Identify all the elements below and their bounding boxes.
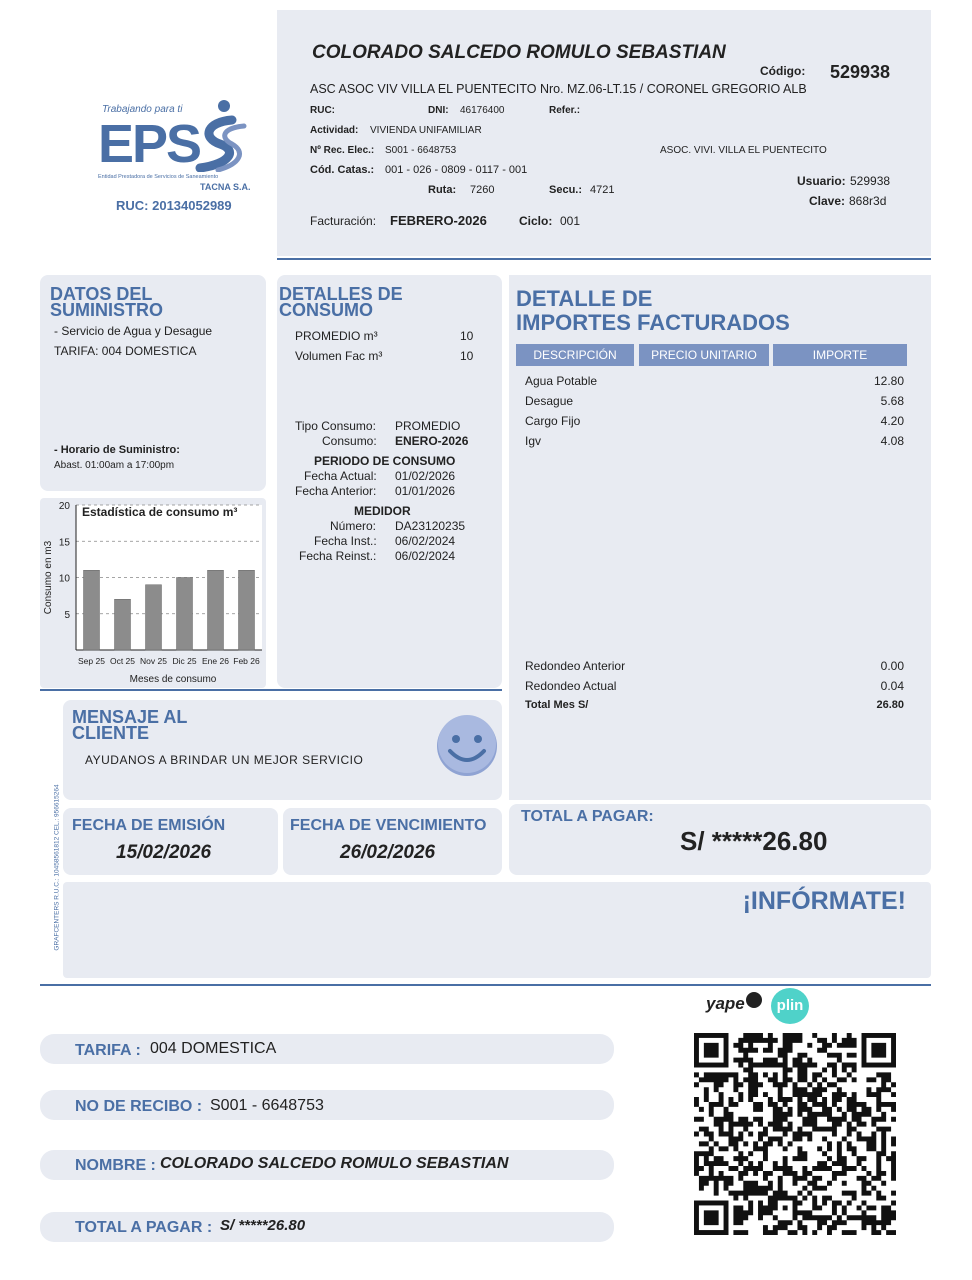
smiley-face-icon bbox=[436, 715, 498, 777]
importes-title-1: DETALLE DE bbox=[516, 286, 653, 311]
volumen-value: 10 bbox=[460, 349, 474, 363]
x-tick-label: Dic 25 bbox=[172, 656, 197, 666]
facturacion-label: Facturación: bbox=[310, 214, 377, 228]
customer-address: ASC ASOC VIV VILLA EL PUENTECITO Nro. MZ.06-LT.15 / CORONEL GREGORIO ALB bbox=[310, 82, 807, 96]
bar bbox=[84, 570, 100, 650]
ruta-label: Ruta: bbox=[428, 184, 457, 196]
bar bbox=[208, 570, 224, 650]
logo-entity: Entidad Prestadora de Servicios de Saneamiento bbox=[98, 174, 219, 180]
logo-city: TACNA S.A. bbox=[200, 182, 251, 192]
periodo-title: PERIODO DE CONSUMO bbox=[314, 454, 456, 468]
catas-value: 001 - 026 - 0809 - 0117 - 001 bbox=[385, 164, 528, 176]
fecha-actual-label: Fecha Actual: bbox=[304, 469, 377, 483]
total-mes-label: Total Mes S/ bbox=[525, 699, 589, 711]
y-tick-label: 20 bbox=[58, 501, 70, 512]
col-importe: IMPORTE bbox=[773, 344, 907, 366]
fecha-inst-value: 06/02/2024 bbox=[395, 534, 456, 548]
bottom-divider bbox=[40, 984, 931, 986]
secu-value: 4721 bbox=[590, 184, 615, 196]
emision-label: FECHA DE EMISIÓN bbox=[72, 817, 226, 834]
x-tick-label: Feb 26 bbox=[233, 656, 260, 666]
mid-divider bbox=[40, 689, 502, 691]
dni-label: DNI: bbox=[428, 105, 449, 116]
stub-nombre-value: COLORADO SALCEDO ROMULO SEBASTIAN bbox=[160, 1155, 509, 1172]
total-mes-value: 26.80 bbox=[876, 699, 904, 711]
x-tick-label: Oct 25 bbox=[109, 656, 136, 666]
y-tick-label: 10 bbox=[58, 573, 70, 585]
plin-logo bbox=[771, 988, 809, 1024]
stub-recibo-value: S001 - 6648753 bbox=[210, 1097, 324, 1114]
ciclo-label: Ciclo: bbox=[519, 214, 553, 228]
horario-value: Abast. 01:00am a 17:00pm bbox=[54, 460, 175, 471]
company-ruc: RUC: 20134052989 bbox=[116, 198, 232, 213]
logo-tagline: Trabajando para ti bbox=[102, 104, 183, 115]
horario-label: - Horario de Suministro: bbox=[54, 444, 180, 456]
y-tick-label: 15 bbox=[58, 537, 70, 549]
tarifa-text: TARIFA: 004 DOMESTICA bbox=[54, 344, 197, 358]
redondeo-actual-value: 0.04 bbox=[880, 679, 904, 693]
bar bbox=[115, 599, 131, 650]
fecha-reinst-label: Fecha Reinst.: bbox=[299, 549, 377, 563]
tipo-label: Tipo Consumo: bbox=[295, 419, 376, 433]
stub-recibo-label: NO DE RECIBO : bbox=[75, 1098, 203, 1115]
numero-label: Número: bbox=[330, 519, 377, 533]
bar bbox=[239, 570, 255, 650]
zona-value: ASOC. VIVI. VILLA EL PUENTECITO bbox=[660, 145, 827, 156]
informate-title: ¡INFÓRMATE! bbox=[742, 887, 906, 915]
stub-total-value: S/ *****26.80 bbox=[220, 1217, 306, 1234]
redondeo-anterior-label: Redondeo Anterior bbox=[525, 659, 626, 673]
usuario-label: Usuario: bbox=[797, 174, 846, 188]
y-tick-label: 5 bbox=[64, 609, 70, 621]
medidor-title: MEDIDOR bbox=[354, 504, 411, 518]
refer-label: Refer.: bbox=[549, 105, 581, 116]
qr-code bbox=[694, 1033, 896, 1235]
numero-value: DA23120235 bbox=[395, 519, 466, 533]
item-desc: Desague bbox=[525, 394, 574, 408]
promedio-value: 10 bbox=[460, 329, 474, 343]
col-descripcion: DESCRIPCIÓN bbox=[516, 344, 634, 366]
codigo-value: 529938 bbox=[830, 62, 891, 82]
fecha-reinst-value: 06/02/2024 bbox=[395, 549, 456, 563]
total-label: TOTAL A PAGAR: bbox=[521, 808, 654, 825]
redondeo-anterior-value: 0.00 bbox=[880, 659, 904, 673]
ciclo-value: 001 bbox=[560, 214, 581, 228]
rec-elec-label: Nº Rec. Elec.: bbox=[310, 145, 375, 156]
clave-value: 868r3d bbox=[849, 194, 887, 208]
item-amount: 4.08 bbox=[880, 434, 904, 448]
stub-tarifa-label: TARIFA : bbox=[75, 1042, 141, 1059]
stub-tarifa-value: 004 DOMESTICA bbox=[150, 1040, 277, 1057]
yape-logo bbox=[706, 992, 762, 1018]
rec-elec-value: S001 - 6648753 bbox=[385, 145, 457, 156]
ruc-label: RUC: bbox=[310, 105, 335, 116]
vencimiento-value: 26/02/2026 bbox=[340, 842, 436, 863]
secu-label: Secu.: bbox=[549, 184, 583, 196]
x-tick-label: Nov 25 bbox=[140, 656, 167, 666]
item-amount: 12.80 bbox=[873, 374, 904, 388]
x-tick-label: Ene 26 bbox=[202, 656, 229, 666]
qr-finder bbox=[862, 1033, 896, 1067]
fecha-inst-label: Fecha Inst.: bbox=[314, 534, 377, 548]
dni-value: 46176400 bbox=[460, 105, 505, 116]
consumo-title-1: DETALLES DE bbox=[279, 284, 403, 304]
usuario-value: 529938 bbox=[850, 174, 891, 188]
facturacion-value: FEBRERO-2026 bbox=[390, 213, 487, 228]
fecha-anterior-label: Fecha Anterior: bbox=[295, 484, 377, 498]
yape-badge-icon bbox=[746, 992, 762, 1008]
suministro-title-1: DATOS DEL bbox=[50, 284, 153, 304]
total-value: S/ *****26.80 bbox=[680, 826, 828, 856]
customer-name: COLORADO SALCEDO ROMULO SEBASTIAN bbox=[312, 42, 726, 63]
qr-finder bbox=[694, 1201, 728, 1235]
bar bbox=[177, 578, 193, 651]
redondeo-actual-label: Redondeo Actual bbox=[525, 679, 617, 693]
emision-value: 15/02/2026 bbox=[116, 842, 212, 863]
consumo-title-2: CONSUMO bbox=[279, 300, 373, 320]
promedio-label: PROMEDIO m³ bbox=[295, 329, 378, 343]
clave-label: Clave: bbox=[809, 194, 846, 208]
col-precio-unitario: PRECIO UNITARIO bbox=[639, 344, 769, 366]
header-divider bbox=[277, 258, 931, 260]
printer-credit: GRAFCENTERS R.U.C.: 10458561812 CEL.: 956615264 bbox=[53, 784, 61, 951]
consumo-value: ENERO-2026 bbox=[395, 434, 469, 448]
mensaje-title-2: CLIENTE bbox=[72, 723, 150, 743]
yape-text: yape bbox=[706, 994, 745, 1013]
ruta-value: 7260 bbox=[470, 184, 495, 196]
chart-title: Estadística de consumo m³ bbox=[82, 505, 238, 519]
item-desc: Igv bbox=[525, 434, 542, 448]
item-desc: Cargo Fijo bbox=[525, 414, 581, 428]
plin-text: plin bbox=[776, 997, 804, 1014]
bar bbox=[146, 585, 162, 650]
volumen-label: Volumen Fac m³ bbox=[295, 349, 383, 363]
company-logo bbox=[96, 98, 256, 218]
codigo-label: Código: bbox=[760, 64, 806, 78]
mensaje-title-1: MENSAJE AL bbox=[72, 707, 188, 727]
consumo-label: Consumo: bbox=[322, 434, 377, 448]
y-axis-label: Consumo en m3 bbox=[43, 540, 54, 615]
item-amount: 4.20 bbox=[880, 414, 904, 428]
logo-mark: EPS bbox=[98, 114, 201, 174]
consumption-chart bbox=[40, 498, 266, 688]
stub-total-label: TOTAL A PAGAR : bbox=[75, 1219, 213, 1236]
catas-label: Cód. Catas.: bbox=[310, 164, 375, 176]
suministro-title-2: SUMINISTRO bbox=[50, 300, 164, 320]
fecha-actual-value: 01/02/2026 bbox=[395, 469, 456, 483]
servicio-text: - Servicio de Agua y Desague bbox=[54, 324, 213, 338]
item-amount: 5.68 bbox=[880, 394, 904, 408]
x-tick-label: Sep 25 bbox=[78, 656, 105, 666]
item-desc: Agua Potable bbox=[525, 374, 598, 388]
fecha-anterior-value: 01/01/2026 bbox=[395, 484, 456, 498]
qr-finder bbox=[694, 1033, 728, 1067]
stub-nombre-label: NOMBRE : bbox=[75, 1157, 156, 1174]
mensaje-text: AYUDANOS A BRINDAR UN MEJOR SERVICIO bbox=[85, 753, 364, 767]
vencimiento-label: FECHA DE VENCIMIENTO bbox=[290, 817, 487, 834]
water-wave-icon bbox=[192, 98, 254, 172]
actividad-label: Actividad: bbox=[310, 125, 359, 136]
actividad-value: VIVIENDA UNIFAMILIAR bbox=[370, 125, 482, 136]
importes-title-2: IMPORTES FACTURADOS bbox=[516, 310, 790, 335]
x-axis-label: Meses de consumo bbox=[129, 674, 217, 685]
tipo-value: PROMEDIO bbox=[395, 419, 461, 433]
